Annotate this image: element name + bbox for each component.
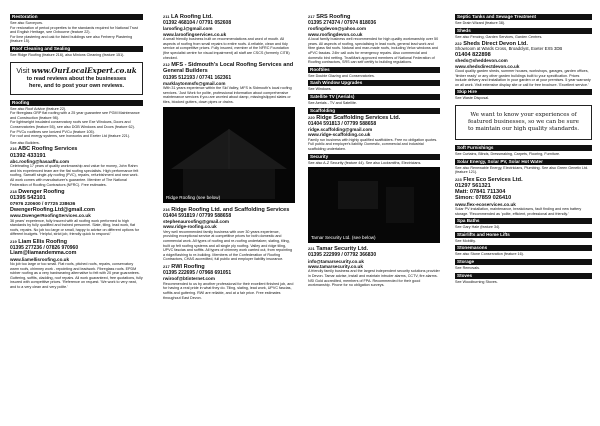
- phone-number: 01404 591819 / 07799 588658: [163, 212, 232, 219]
- email-link[interactable]: sheds@sheddevon.com: [455, 58, 508, 64]
- section-header-roof-cleaning: Roof Cleaning and Sealing: [10, 46, 143, 52]
- sheds-text: See also Fencing, Garden Services, Garden Centres.: [455, 34, 543, 39]
- listing-description: With 31 years experience within the Sid Valley, MFS is Sidmouth's local roofing services. 'Just Work for polite, professional information about comprehensive maintenance services if you are worried about damp, missing/slipped slates or tiles, blocked gutters, down pipes or drains.: [163, 86, 292, 104]
- photo-caption: Ridge Roofing (see below): [166, 194, 221, 200]
- section-header-satellite: Satellite TV (Aerials): [308, 94, 440, 100]
- listing-number: 212: [163, 62, 170, 68]
- satellite-text: See Aerials - TV and Satellite.: [308, 100, 357, 105]
- listing-number: 222: [455, 41, 462, 47]
- website-link[interactable]: www.DwengerRoofingServices.co.uk: [10, 213, 91, 219]
- security-picture-icon: [308, 167, 440, 243]
- business-name: LA Roofing Ltd.: [171, 14, 213, 20]
- listing-number: 211: [163, 14, 170, 19]
- website-link[interactable]: www.tamarsecurity.co.uk: [308, 263, 363, 269]
- listing-number: 217: [163, 263, 170, 269]
- website-link[interactable]: www.liamellisroofing.co.uk: [10, 256, 70, 262]
- roof-picture-icon: [163, 107, 295, 203]
- business-name: Ridge Roofing Ltd. and Scaffolding Services: [171, 206, 290, 213]
- section-header-skip-hire: Skip Hire: [455, 89, 592, 95]
- listing-number: 223: [455, 176, 462, 182]
- website-link[interactable]: www.shedsdirectdevon.co.uk: [455, 63, 520, 69]
- column-2: [163, 14, 295, 302]
- listing-number: 216: [163, 206, 170, 212]
- solar-text: See also Renewable Energy, Electricians, Plumbing. See also Green Genetix Ltd. (feature 121).: [455, 165, 589, 175]
- listing-number: 217: [308, 14, 315, 19]
- listing-name: [163, 62, 295, 74]
- business-name: RWI Roofing: [171, 263, 205, 270]
- listing-ridge-roofing: [163, 207, 295, 262]
- roofing-text: See also Roof Advice (feature 22). For fibreglass GRP flat roofing with a 25 year guarantee see PGM Maintenance and Construction (feature 98). For lightweight insulated conservatory roofs see Exe Windows, Doors and Conservatories (feature 55), see also DGB Windows and Doors (feature 62). For PVCu rooflines see Ionized PVCu (feature 105). For roof and energy systems, see Ironworks and Exeter Ltd (feature 221).: [10, 106, 140, 139]
- listing-la-roofing: [163, 14, 295, 60]
- spa-baths-text: See Gary Hale (feature 34).: [455, 225, 501, 230]
- feedback-line-1: We want to know your experiences of: [470, 111, 577, 118]
- phone-number: 01395 222999 / 07792 366830: [308, 252, 377, 259]
- visit-line-1: to read reviews about the businesses: [26, 75, 127, 82]
- phone-number: 01395 222695 / 07968 691051: [163, 270, 232, 277]
- listing-abc-roofing: [10, 146, 143, 187]
- listing-rwi-roofing: [163, 264, 295, 300]
- listing-number: 216: [10, 146, 17, 152]
- listing-flex-eco: [455, 177, 592, 216]
- business-name: Liam Ellis Roofing: [18, 238, 68, 245]
- listing-address: Showroom at Wards Cross, Broadclyst, Exeter EX5 3DB: [455, 46, 563, 52]
- listing-name: [163, 207, 295, 213]
- email-link[interactable]: ridge.scaffolding@gmail.com: [308, 126, 373, 132]
- see-also-builders: See also Builders.: [10, 140, 40, 145]
- phone-number: 01395 512193 / 07741 162361: [163, 74, 232, 81]
- listing-number: 219: [10, 238, 17, 244]
- mobile-number-2: Simon: 07859 026410: [455, 195, 512, 202]
- section-header-spa-baths: Spa Baths: [455, 218, 592, 224]
- listing-description: A friendly family business and the largest independent security solutions provider in Devon. Tamar advise, install and maintain intruder alarms, CCTV, fire alarms. NSI Gold accredited, members of FPA. Recommended for their good workmanship. Phone for no obligation surveys.: [308, 269, 440, 288]
- listing-number: 218: [10, 189, 17, 195]
- phone-number: 01395 542101: [10, 195, 46, 202]
- phone-number: 01395 274374 / 07974 818036: [308, 20, 377, 27]
- phone-number: 01395 277236 / 07826 970960: [10, 245, 79, 252]
- photo-caption: Tamar Security Ltd. (see below): [311, 235, 376, 241]
- section-header-sash-window: Sash Window Upgrades: [308, 80, 440, 86]
- listing-description: No job too large or too small. Flat roofs, pitched roofs, repairs, conservatory warm roofs, chimney work - repointing and leadwork. Fibreglass roofs. EPDM rubber roofing as a very hardwearing alternative to felt with 20 year guarantees. Guttering, soffits, cladding, roof repairs. All work guaranteed, free quotations, fully insured with competitive prices. 'Reference on request. 'We work to very neat, and to a very clean and very polite.': [10, 262, 143, 290]
- listing-liam-ellis-roofing: [10, 239, 143, 290]
- visit-label: Visit: [16, 67, 30, 75]
- phone-number: 01392 468104 / 07791 052608: [163, 20, 232, 27]
- site-logo[interactable]: www.OurLocalExpert.co.uk: [31, 65, 137, 75]
- email-link[interactable]: DwengerRoofing.Ltd@gmail.com: [10, 206, 95, 213]
- phone-number: 01404 591813 / 07799 588658: [308, 120, 377, 127]
- visit-reviews-box: [10, 62, 143, 95]
- stonemasons-text: See also Stone Conservation (feature 16).: [455, 252, 524, 257]
- section-header-sheds: Sheds: [455, 28, 592, 34]
- email-link[interactable]: rwiroof@btinternet.com: [163, 276, 215, 282]
- septic-text: See Drain Wizard (feature 38).: [455, 21, 506, 25]
- soft-furnishings-text: See Curtains, Blinds, Dressmaking, Carpets, Flooring, Furniture.: [455, 151, 561, 156]
- section-header-security: Security: [308, 154, 440, 160]
- listing-ridge-scaffolding: [308, 115, 440, 152]
- email-link[interactable]: stephenauroofing@gmail.com: [163, 218, 229, 224]
- section-header-rooftiles: Rooftiles: [308, 67, 440, 73]
- rooftiles-text: See Double Glazing and Conservatories.: [308, 73, 375, 78]
- section-header-stairlifts: Stairlifts and Home Lifts: [455, 232, 592, 238]
- column-3: [308, 14, 440, 290]
- email-link[interactable]: roofingdevon@yahoo.com: [308, 26, 367, 32]
- visit-line-2: here, and to post your own reviews.: [28, 82, 125, 89]
- feedback-line-3: to maintain our high quality standards.: [467, 125, 580, 132]
- mobile-number: 07976 220600 / 07725 238636: [10, 201, 76, 207]
- business-name: Sheds Direct Devon Ltd.: [463, 41, 528, 48]
- column-1: [10, 14, 143, 292]
- listing-description: Celebrating 17 years of quality workmanship and value for money, John Rahm and his experienced team are the flat roofing specialists. High performance felt roofing, Sarnafil single-ply roofing (PVC), repairs, refurbishment and new work. All work comes with manufacturer's guarantee. Member of The National Federation of Roofing Contractors (NFRC). Free estimates.: [10, 164, 139, 187]
- listing-sheds-direct: [455, 41, 592, 87]
- ridge-roofing-photo: [163, 107, 295, 203]
- listing-tamar-security: [308, 246, 440, 288]
- business-name: Tamar Security Ltd.: [316, 246, 369, 253]
- feedback-line-2: featured businesses, so we can be sure: [467, 118, 579, 125]
- listing-description: Family run business with highly qualified scaffolders. Free no obligation quotes. Full public and employer's liability. Domestic, commercial and industrial scaffolding undertaken.: [308, 137, 438, 151]
- section-header-stoves: Stoves: [455, 273, 592, 279]
- email-link[interactable]: Liam@liamandemma.com: [10, 250, 77, 257]
- business-name: SRS Roofing: [316, 14, 351, 20]
- business-name: ABC Roofing Services: [18, 146, 78, 153]
- listing-description: A local family business well recommended for high quality workmanship over 50 years. All aspects of roofing, specialising in lead roofs, general lead work and fibre glass flat roofs. Natural and man-made roofs, including Velux windows and uPVC fascias. 24hr call outs for emergency repairs. Also commercial and domestic bird netting. TrustMark approved members of National Federation of Roofing contractors, SRS can self certify to building regulations.: [308, 37, 439, 65]
- business-name: Dwenger Roofing: [18, 189, 65, 196]
- stoves-text: See Woodburning Stoves.: [455, 279, 498, 284]
- section-header-storage: Storage: [455, 259, 592, 265]
- listing-number: 220: [308, 114, 315, 120]
- section-header-roofing: Roofing: [10, 100, 143, 106]
- listing-description: Good quality garden sheds, summer houses, workshops, garages, garden offices, 'timber ready' or any other garden buildings built to your specification. Prices include delivery and installation in your garden or at your premises. 5 year warranty on all work. Visit extensive display site or call for free brochure. 'Excellent service.': [455, 69, 591, 87]
- storage-text: See Removals.: [455, 265, 481, 270]
- business-name: MFS - Sidmouth's Local Roofing Services and General Builders: [163, 62, 294, 75]
- sash-window-text: See Windows.: [308, 87, 332, 92]
- listing-dwenger-roofing: [10, 189, 143, 237]
- website-link[interactable]: www.flex-ecoservices.co.uk: [455, 201, 516, 207]
- feedback-box: [455, 105, 592, 140]
- section-header-soft-furnishings: Soft Furnishings: [455, 145, 592, 151]
- listing-mfs: [163, 62, 295, 104]
- email-link[interactable]: info@tamarsecurity.co.uk: [308, 258, 364, 264]
- email-link[interactable]: abc.roofing@hasaaffu.com: [10, 158, 70, 164]
- email-link[interactable]: laroofing.l@gmail.com: [163, 26, 213, 32]
- section-header-solar: Solar Energy, Solar PV, Solar Hot Water: [455, 159, 592, 165]
- business-name: Ridge Scaffolding Services Ltd.: [316, 114, 401, 121]
- listing-description: 36 years' experience, fully insured with all roofing work performed to high standards by fully qualified and trained personnel. Slate, tiling, lead work, flat roofs, repairs. No job too large or small, happy to advise on different options for different budgets. 'Helpful, strict job, friendly quick to respond.': [10, 218, 140, 237]
- listing-srs-roofing: [308, 14, 440, 65]
- listing-description: Very well recommended family business with over 30 years experience, providing exceptional service at competitive prices for both domestic and commercial work. All types of roofing and re-roofing undertaken; slating, tiling, built up felt roofing systems and all single ply roofing. Valley and ridge tiling, UPVC fascias and soffits. All types of chimney work carried out, from repointing a ridge/flashing to re-building. Members of the Confederation of Roofing Contractors, CHAS accredited, full public and employer liability insurance.: [163, 229, 293, 262]
- section-header-stonemasons: Stonemasons: [455, 245, 592, 251]
- email-link[interactable]: marklaytonmsfs@gmail.com: [163, 80, 226, 86]
- listing-description: Recommended to us by another professional for their excellent finished job, and for having a real pride in what they do. Tiling, slating, lead work, UPVC fascias, soffits and guttering. RWI are reliable, and at a fair price. Free estimates throughout East Devon.: [163, 281, 294, 300]
- website-link[interactable]: www.laroofingservices.co.uk: [163, 31, 227, 37]
- listing-description: A small friendly business built on recommendations and word of mouth. All aspects of roofing from small repairs to entire roofs. A reliable, clean and tidy service at competitive prices. Fully insured, member of the NFRC Foundation (the specialist centre for visual impairment) all staff are CSCS (formerly CITB) checked.: [163, 37, 290, 60]
- phone-number: 01392 433191: [10, 152, 46, 159]
- phone-number: 01404 822898: [455, 51, 491, 58]
- website-link[interactable]: www.roofingdevon.co.uk: [308, 31, 363, 37]
- skip-hire-text: See Waste Disposal.: [455, 96, 490, 101]
- section-header-septic: Septic Tanks and Sewage Treatment: [455, 14, 592, 20]
- column-4: [455, 14, 592, 286]
- listing-description: Solar PV installation, maintenance, breakdowns, fault finding and new battery storage. 'Recommended as 'polite, efficient, professional and friendly.': [455, 206, 582, 216]
- tamar-security-photo: [308, 167, 440, 243]
- restoration-text: See also Surveyors. For restoration of period properties to the standards required for National Trust and English Heritage, see Oxbourne (feature 22). For lime plastering and oak for listed buildings see also Ferberry Plastering (feature 15).: [10, 21, 138, 44]
- section-header-restoration: Restoration: [10, 14, 143, 20]
- listing-number: 221: [308, 246, 315, 252]
- stairlifts-text: See Mobility.: [455, 238, 476, 243]
- website-link[interactable]: www.ridge-roofing.co.uk: [163, 224, 217, 230]
- mobile-number: Matt: 07841 711304: [455, 189, 506, 196]
- section-header-scaffolding: Scaffolding: [308, 108, 440, 114]
- security-text: See also A-Z Security (feature 44). See also Locksmiths, Electricians.: [308, 160, 422, 165]
- phone-number: 01297 561321: [455, 182, 491, 189]
- website-link[interactable]: www.ridge-scaffolding.co.uk: [308, 132, 371, 138]
- business-name: Flex Eco Services Ltd.: [463, 176, 523, 183]
- roof-cleaning-text: See Ridge Roofing (feature 216), also Minions Cleaning (feature 151).: [10, 52, 125, 57]
